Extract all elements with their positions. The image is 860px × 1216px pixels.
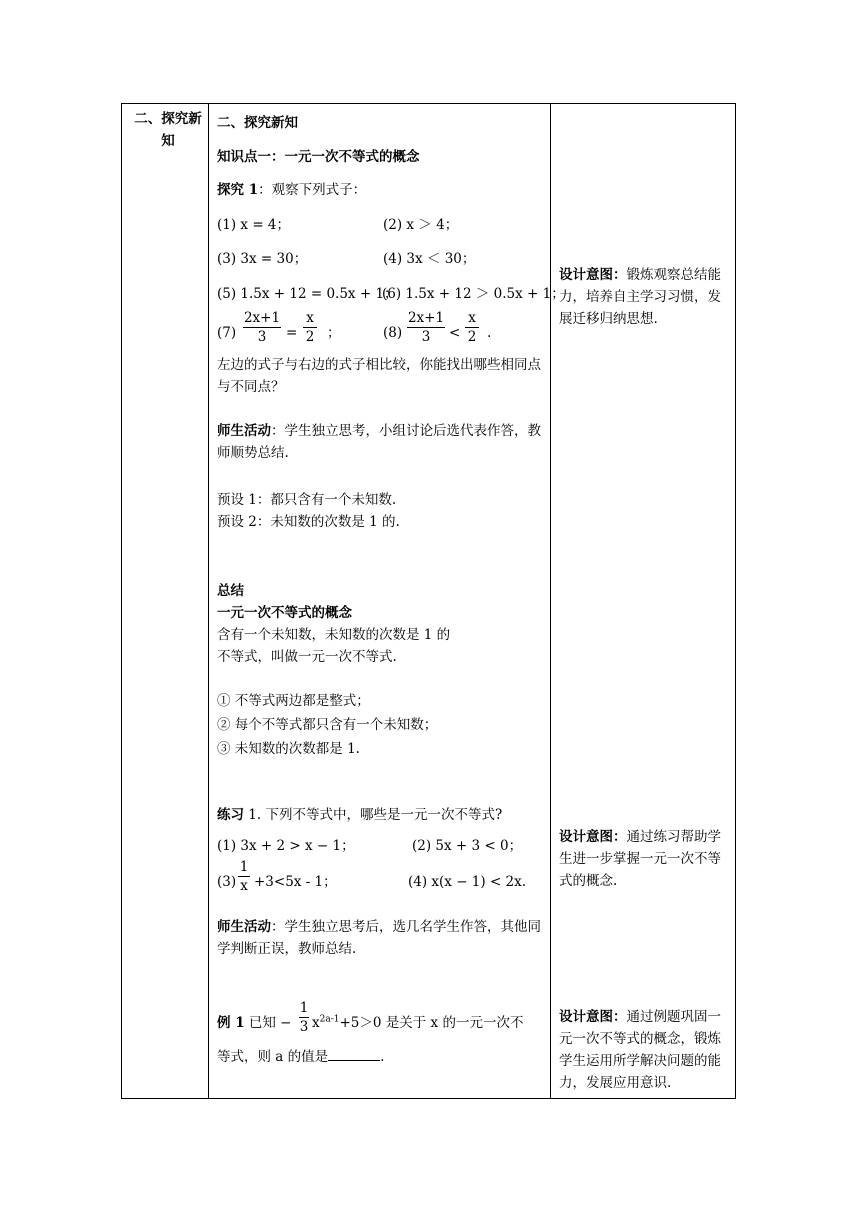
equation-8-operator: < [449,325,461,341]
example-expression: $x^{2a-1}+5>0$ 是关于 x 的一元一次不 [312,1014,524,1031]
section-label: 二、探究新知 [134,111,202,149]
concept-title: 一元一次不等式的概念 [217,605,352,621]
point-3: ③ 未知数的次数都是 1. [217,741,360,757]
design-intent-3: 设计意图：通过例题巩固一元一次不等式的概念，锻炼学生运用所学解决问题的能力，发展应用意识. [559,1009,721,1091]
equation-3: (3) 3x = 30； [217,251,308,267]
practice-line: 练习 1. 下列不等式中，哪些是一元一次不等式? [217,807,503,823]
summary-title: 总结 [217,583,244,599]
explore-line: 探究 1：观察下列式子： [217,182,367,198]
knowledge-point-title: 知识点一：一元一次不等式的概念 [217,149,420,165]
point-1: ① 不等式两边都是整式； [217,693,370,709]
equation-7-operator: = [286,325,298,341]
practice-item-4: (4) x(x − 1) < 2x. [408,874,527,890]
equation-7-label: (7) [217,325,237,341]
equation-8-label: (8) [383,325,403,341]
content-heading: 二、探究新知 [217,115,298,131]
practice-item-2: (2) 5x + 3 < 0； [412,838,523,854]
equation-8-end: . [487,325,492,341]
practice-item-3-fraction: 1 x [239,859,249,894]
equation-7-fraction-left: 2x+1 3 [243,310,281,345]
design-intent-1: 设计意图：锻炼观察总结能力，培养自主学习习惯，发展迁移归纳思想. [559,267,721,327]
equation-5: (5) 1.5x + 12 = 0.5x + 1； [217,286,398,302]
preset-2: 预设 2：未知数的次数是 1 的. [217,514,400,530]
design-cell [551,104,736,1099]
definition-line-2: 不等式，叫做一元一次不等式. [217,649,397,665]
example-fraction: 1 3 [299,1000,309,1035]
practice-item-1: (1) 3x + 2 > x − 1； [217,838,355,854]
equation-2: (2) x ＞ 4； [383,217,459,233]
preset-1: 预设 1：都只含有一个未知数. [217,492,397,508]
teacher-student-activity: 师生活动：学生独立思考，小组讨论后选代表作答，教师顺势总结. [217,423,541,461]
equation-6: (6) 1.5x + 12 ＞ 0.5x + 1； [382,286,565,302]
design-intent-2: 设计意图：通过练习帮助学生进一步掌握一元一次不等式的概念. [559,829,721,889]
equation-7-fraction-right: x 2 [303,310,317,345]
example-line-1: 例 1 已知 − [217,1015,292,1031]
section-cell [122,104,209,1099]
table-row [122,104,736,1099]
practice-item-3-label: (3) [217,874,237,890]
lesson-table [121,103,736,1099]
equation-1: (1) x = 4； [217,217,291,233]
example-line-2: 等式，则 a 的值是 . [217,1049,385,1065]
compare-question: 左边的式子与右边的式子相比较，你能找出哪些相同点与不同点？ [217,357,541,395]
equation-7-end: ； [327,325,341,341]
content-cell [209,104,565,1099]
equation-4: (4) 3x ＜ 30； [383,251,476,267]
practice-item-3-rest: +3<5x - 1； [254,874,337,890]
answer-blank[interactable] [328,1047,380,1061]
definition-line-1: 含有一个未知数，未知数的次数是 1 的 [217,627,451,643]
point-2: ② 每个不等式都只含有一个未知数； [217,717,438,733]
equation-8-fraction-left: 2x+1 3 [407,310,445,345]
equation-8-fraction-right: x 2 [465,310,479,345]
teacher-student-activity-2: 师生活动：学生独立思考后，选几名学生作答，其他同学判断正误，教师总结. [217,919,541,957]
